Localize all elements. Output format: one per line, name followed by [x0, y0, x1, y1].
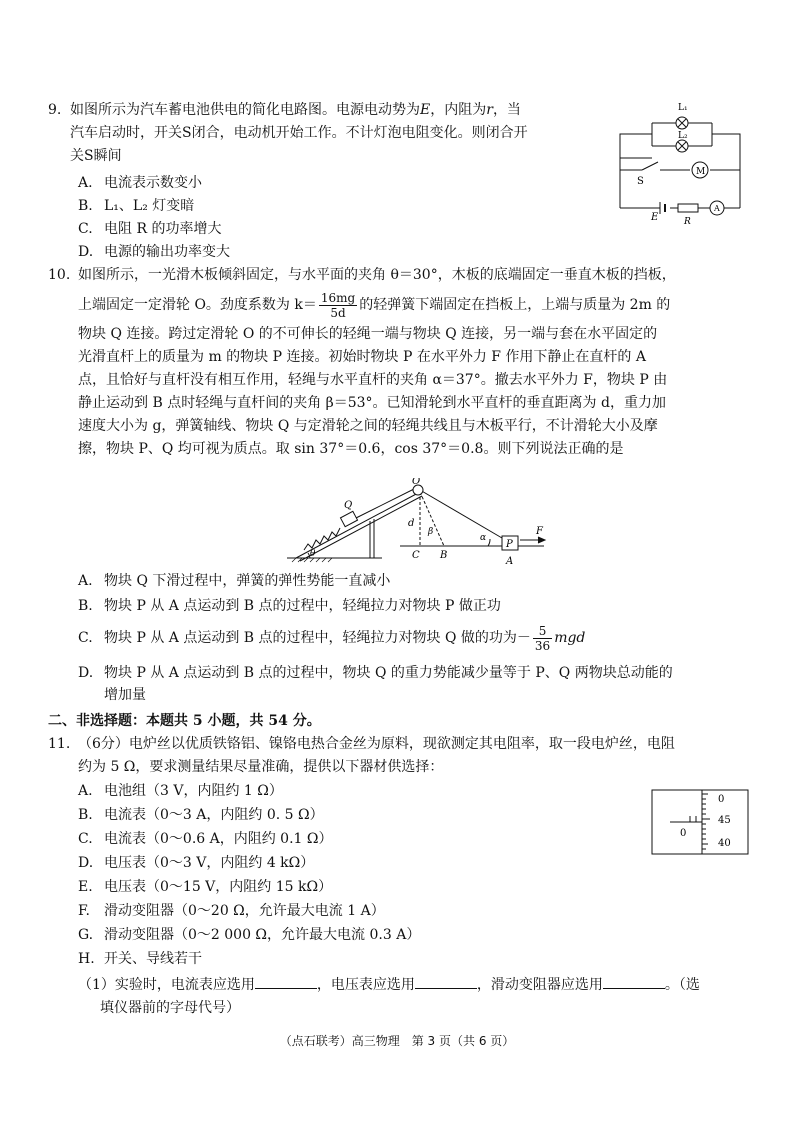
- answer-blank-ammeter[interactable]: [255, 974, 317, 989]
- q10-line1: 如图所示，一光滑木板倾斜固定，与水平面的夹角 θ＝30°，木板的底端固定一垂直木板的挡板，: [78, 267, 676, 283]
- label-q: Q: [344, 500, 353, 511]
- page-footer: （点石联考）高三物理 第 3 页（共 6 页）: [279, 1034, 515, 1048]
- q9-line3: 关S瞬间: [70, 148, 122, 164]
- q10-number: 10.: [48, 267, 71, 283]
- label-f: F: [536, 526, 543, 537]
- q10-option-b: B. 物块 P 从 A 点运动到 B 点的过程中，轻绳拉力对物块 P 做正功: [78, 598, 501, 614]
- label-e: E: [651, 212, 659, 223]
- q11-line1: （6分）电炉丝以优质铁铬铝、镍铬电热合金丝为原料，现欲测定其电阻率，取一段电炉丝，电阻: [78, 736, 675, 752]
- label-d: d: [408, 518, 415, 529]
- label-theta: θ: [310, 549, 316, 559]
- q9-line1: 如图所示为汽车蓄电池供电的简化电路图。电源电动势为E，内阻为r，当: [70, 102, 521, 118]
- q11-option-g: G. 滑动变阻器（0～2 000 Ω，允许最大电流 0.3 A）: [78, 927, 421, 943]
- q11-option-e: E. 电压表（0～15 V，内阻约 15 kΩ）: [78, 879, 333, 895]
- q11-number: 11.: [48, 736, 71, 752]
- q10-incline-diagram: [282, 478, 562, 568]
- label-a: A: [714, 204, 720, 213]
- label-alpha: α: [480, 533, 487, 543]
- q10-line4: 光滑直杆上的质量为 m 的物块 P 连接。初始时物块 P 在水平外力 F 作用下静止在直杆的 A: [78, 349, 646, 365]
- q9-circuit-diagram: [612, 98, 752, 228]
- section-heading: 二、非选择题：本题共 5 小题，共 54 分。: [48, 713, 321, 729]
- label-l1: L₁: [678, 103, 688, 113]
- answer-blank-voltmeter[interactable]: [415, 974, 477, 989]
- q11-stem: [48, 733, 748, 779]
- scale-0-label: 0: [718, 794, 725, 805]
- q10-line6: 静止运动到 B 点时轻绳与直杆间的夹角 β＝53°。已知滑轮到水平直杆的垂直距离为 d，重力加: [78, 395, 666, 411]
- q11-option-d: D. 电压表（0～3 V，内阻约 4 kΩ）: [78, 855, 315, 871]
- q10-line8: 擦，物块 P、Q 均可视为质点。取 sin 37°＝0.6，cos 37°＝0.8。则下列说法正确的是: [78, 441, 624, 457]
- q10-option-a: A. 物块 Q 下滑过程中，弹簧的弹性势能一直减小: [78, 573, 391, 589]
- main-scale-0-label: 0: [680, 828, 687, 839]
- q9-stem: [48, 99, 618, 168]
- q9-number: 9.: [48, 102, 62, 118]
- label-c: C: [412, 550, 420, 561]
- q9-option-d: D. 电源的输出功率变大: [78, 244, 230, 260]
- q10-line7: 速度大小为 g，弹簧轴线、物块 Q 与定滑轮之间的轻绳共线且与木板平行，不计滑轮大小及摩: [78, 418, 658, 434]
- block-q: [340, 511, 357, 526]
- q9-option-c: C. 电阻 R 的功率增大: [78, 221, 222, 237]
- q9-option-b: B. L₁、L₂ 灯变暗: [78, 198, 195, 214]
- work-fraction: $\frac{5}{36}$: [534, 623, 551, 653]
- label-r: R: [684, 217, 691, 227]
- scale-45-label: 45: [718, 815, 731, 826]
- label-b: B: [440, 550, 448, 561]
- lamp-l1-icon: [676, 117, 688, 129]
- spring-constant-fraction: $\frac{16mg}{5d}$: [320, 290, 356, 320]
- micrometer-diagram: [650, 788, 750, 858]
- label-l2: L₂: [678, 131, 688, 141]
- q10-stem: [48, 264, 748, 461]
- q9-line2: 汽车启动时，开关S闭合，电动机开始工作。不计灯泡电阻变化。则闭合开: [70, 125, 528, 141]
- q11-subquestion-1: （1）实验时，电流表应选用 ，电压表应选用 ，滑动变阻器应选用 。（选 填仪器前的字母代号）: [78, 974, 748, 1020]
- q10-option-d: D. 物块 P 从 A 点运动到 B 点的过程中，物块 Q 的重力势能减少量等于 P、Q 两物块总动能的 增加量: [78, 665, 673, 703]
- label-a: A: [506, 556, 514, 567]
- q10-line5: 点，且恰好与直杆没有相互作用，轻绳与水平直杆的夹角 α＝37°。撤去水平外力 F，物块 P 由: [78, 372, 668, 388]
- q10-option-c: C. 物块 P 从 A 点运动到 B 点的过程中，轻绳拉力对物块 Q 做的功为－ $\frac{5}{36}$ mgd: [78, 623, 586, 653]
- lamp-l2-icon: [676, 140, 688, 152]
- label-p: P: [506, 539, 513, 550]
- q11-option-h: H. 开关、导线若干: [78, 951, 202, 967]
- q11-option-f: F. 滑动变阻器（0～20 Ω，允许最大电流 1 A）: [78, 903, 385, 919]
- q10-line3: 物块 Q 连接。跨过定滑轮 O 的不可伸长的轻绳一端与物块 Q 连接，另一端与套在水平固定的: [78, 326, 658, 342]
- label-o: O: [412, 478, 421, 487]
- q11-line2: 约为 5 Ω，要求测量结果尽量准确，提供以下器材供选择：: [78, 759, 444, 775]
- label-s: S: [637, 176, 644, 187]
- q10-line2: 上端固定一定滑轮 O。劲度系数为 k＝ $\frac{16mg}{5d}$ 的轻弹簧下端固定在挡板上，上端与质量为 2m 的: [78, 290, 671, 320]
- q9-option-a: A. 电流表示数变小: [78, 175, 202, 191]
- q11-option-b: B. 电流表（0～3 A，内阻约 0. 5 Ω）: [78, 807, 324, 823]
- label-beta: β: [428, 527, 434, 537]
- q11-option-c: C. 电流表（0～0.6 A，内阻约 0.1 Ω）: [78, 831, 333, 847]
- answer-blank-rheostat[interactable]: [603, 974, 665, 989]
- scale-40-label: 40: [718, 838, 731, 849]
- q11-option-a: A. 电池组（3 V，内阻约 1 Ω）: [78, 783, 283, 799]
- label-m: M: [696, 167, 706, 177]
